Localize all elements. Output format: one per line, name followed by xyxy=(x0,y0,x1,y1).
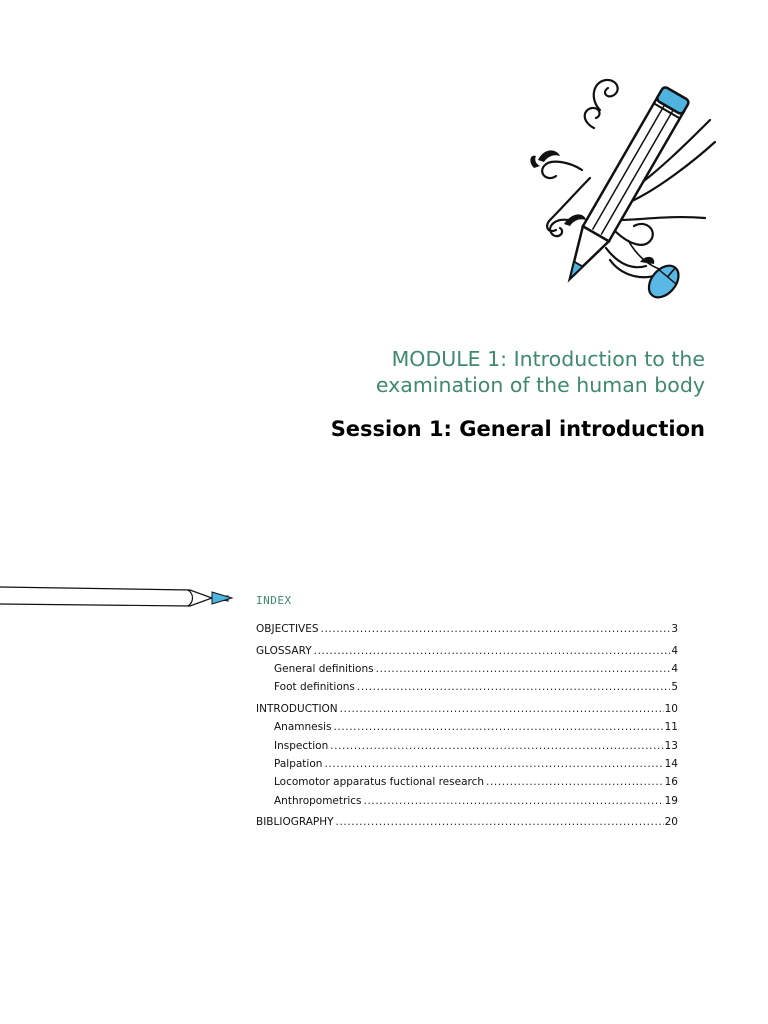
toc-leader-dots xyxy=(340,700,664,718)
toc-entry-inspection[interactable] xyxy=(256,737,678,755)
toc-leader-dots xyxy=(376,660,671,678)
toc-entry-objectives[interactable] xyxy=(256,620,678,638)
toc-entry-glossary[interactable] xyxy=(256,642,678,660)
toc-leader-dots xyxy=(357,678,670,696)
table-of-contents xyxy=(256,620,678,832)
toc-entry-page: 20 xyxy=(664,816,678,829)
toc-entry-page: 5 xyxy=(671,681,678,694)
toc-entry-page: 4 xyxy=(671,644,678,657)
toc-entry-foot-definitions[interactable] xyxy=(256,678,678,696)
toc-entry-page: 14 xyxy=(664,758,678,771)
toc-leader-dots xyxy=(486,773,664,791)
toc-entry-label: Anthropometrics xyxy=(274,794,362,807)
module-title-line-2: examination of the human body xyxy=(375,373,705,397)
toc-entry-label: Anamnesis xyxy=(274,721,332,734)
toc-entry-bibliography[interactable] xyxy=(256,813,678,831)
toc-entry-anamnesis[interactable] xyxy=(256,718,678,736)
toc-entry-introduction[interactable] xyxy=(256,700,678,718)
toc-entry-page: 19 xyxy=(664,794,678,807)
toc-leader-dots xyxy=(321,620,671,638)
toc-entry-page: 16 xyxy=(664,776,678,789)
toc-entry-label: Foot definitions xyxy=(274,681,355,694)
toc-entry-page: 3 xyxy=(671,623,678,635)
toc-entry-label: Locomotor apparatus fuctional research xyxy=(274,776,485,789)
module-title xyxy=(245,346,705,398)
pencil-mouse-illustration-icon xyxy=(520,70,720,315)
toc-entry-label: GLOSSARY xyxy=(256,644,312,657)
horizontal-pencil-icon xyxy=(0,580,240,612)
toc-leader-dots xyxy=(364,792,664,810)
toc-leader-dots xyxy=(324,755,663,773)
toc-entry-anthropometrics[interactable] xyxy=(256,792,678,810)
toc-leader-dots xyxy=(336,813,664,831)
toc-leader-dots xyxy=(333,718,663,736)
toc-entry-label: Inspection xyxy=(274,739,329,752)
toc-entry-label: BIBLIOGRAPHY xyxy=(256,816,334,829)
toc-entry-general-definitions[interactable] xyxy=(256,660,678,678)
toc-entry-label: OBJECTIVES xyxy=(256,623,319,635)
toc-entry-page: 11 xyxy=(664,721,678,734)
toc-entry-page: 4 xyxy=(671,663,678,676)
toc-entry-label: General definitions xyxy=(274,663,374,676)
module-title-line-1: MODULE 1: Introduction to the xyxy=(391,347,705,371)
toc-entry-page: 10 xyxy=(664,703,678,716)
toc-entry-label: INTRODUCTION xyxy=(256,703,338,716)
toc-entry-palpation[interactable] xyxy=(256,755,678,773)
toc-entry-label: Palpation xyxy=(274,758,323,771)
toc-entry-page: 13 xyxy=(664,739,678,752)
session-title: Session 1: General introduction xyxy=(330,417,705,441)
index-heading: INDEX xyxy=(256,594,292,607)
toc-entry-locomotor-research[interactable] xyxy=(256,773,678,791)
toc-leader-dots xyxy=(330,737,663,755)
toc-leader-dots xyxy=(314,642,671,660)
